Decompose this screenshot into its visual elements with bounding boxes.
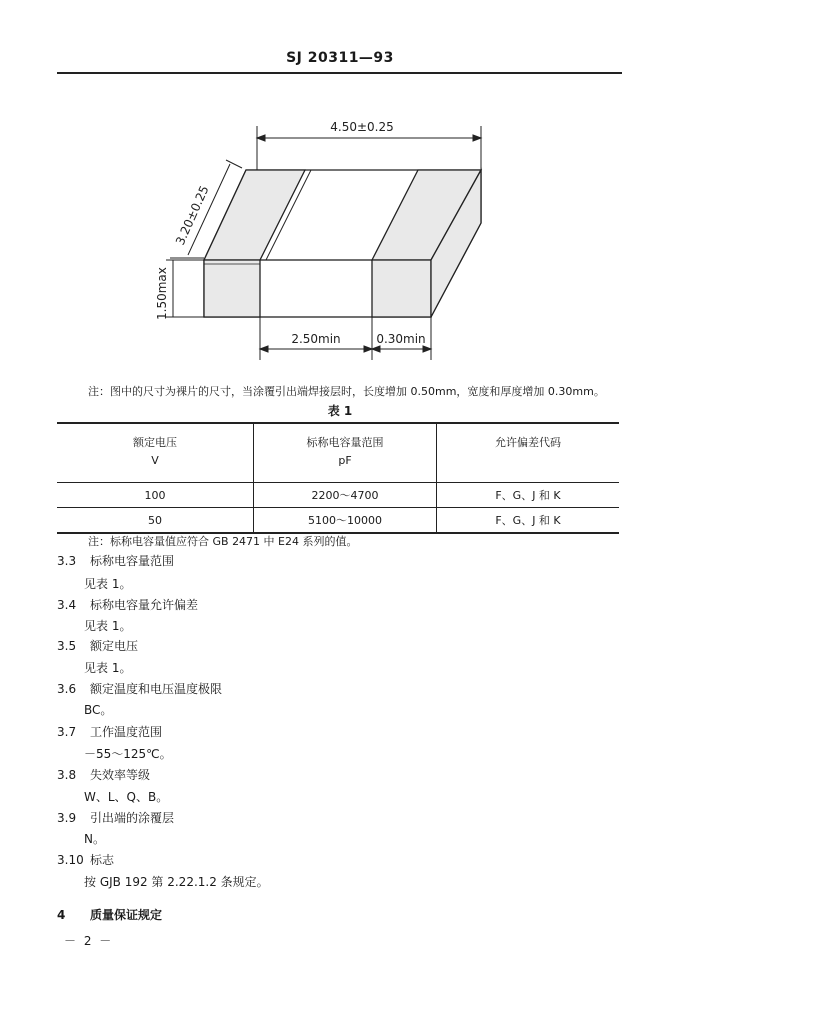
section-number: 3.5 (57, 639, 77, 653)
dim-gap-label: 2.50min (291, 332, 341, 346)
section-number: 3.9 (57, 811, 77, 825)
section-heading (57, 680, 222, 697)
section-body: 按 GJB 192 第 2.22.1.2 条规定。 (84, 875, 269, 889)
header-tolerance-title: 允许偏差代码 (495, 436, 561, 449)
standard-code: SJ 20311—93 (286, 50, 394, 66)
table-note: 注：标称电容量值应符合 GB 2471 中 E24 系列的值。 (88, 535, 358, 548)
section-number: 3.10 (57, 853, 84, 867)
header-cell-voltage (57, 423, 254, 483)
section-heading (57, 766, 150, 783)
section-number: 3.3 (57, 554, 77, 568)
chip-capacitor-drawing (0, 0, 815, 380)
section-number: 3.4 (57, 598, 77, 612)
chapter-heading (57, 906, 162, 923)
page-number: － 2 － (64, 934, 114, 948)
header-cell-capacitance (254, 423, 437, 483)
section-number: 3.6 (57, 682, 77, 696)
rating-table (57, 422, 619, 534)
table-cell: F、G、J 和 K (437, 483, 620, 508)
section-heading (57, 637, 138, 654)
header-capacitance-title: 标称电容量范围 (306, 436, 384, 449)
section-title: 标志 (90, 853, 115, 867)
table-caption: 表 1 (327, 404, 353, 418)
section-body: 见表 1。 (84, 577, 132, 591)
section-number: 3.8 (57, 768, 77, 782)
table-row (57, 508, 619, 534)
section-number: 3.7 (57, 725, 77, 739)
table-cell: 100 (57, 483, 254, 508)
section-body: 见表 1。 (84, 661, 132, 675)
section-body: BC。 (84, 703, 113, 717)
table-cell: 5100～10000 (254, 508, 437, 534)
section-title: 质量保证规定 (90, 908, 163, 922)
section-heading (57, 809, 174, 826)
section-heading (57, 552, 174, 569)
header-voltage-title: 额定电压 (133, 436, 177, 449)
section-title: 引出端的涂覆层 (90, 811, 175, 825)
height-dimension (166, 260, 204, 317)
terminations (204, 170, 481, 317)
header-voltage-unit: V (151, 454, 159, 467)
section-title: 标称电容量允许偏差 (90, 598, 199, 612)
header-cell-tolerance (437, 423, 620, 483)
section-title: 工作温度范围 (90, 725, 163, 739)
section-body: N。 (84, 832, 105, 846)
section-number: 4 (57, 908, 66, 922)
table-header-row (57, 423, 619, 483)
table-cell: F、G、J 和 K (437, 508, 620, 534)
section-body: W、L、Q、B。 (84, 790, 169, 804)
section-title: 失效率等级 (90, 768, 151, 782)
header-capacitance-unit: pF (338, 454, 352, 467)
dim-length-label: 4.50±0.25 (330, 120, 394, 134)
section-body: －55～125℃。 (84, 747, 172, 761)
section-heading (57, 596, 198, 613)
section-title: 额定温度和电压温度极限 (90, 682, 223, 696)
dim-width-label: 3.20±0.25 (172, 183, 212, 248)
table-row (57, 483, 619, 508)
figure-note: 注：图中的尺寸为裸片的尺寸，当涂覆引出端焊接层时，长度增加 0.50mm，宽度和厚度增加 0.30mm。 (88, 385, 605, 398)
section-title: 标称电容量范围 (90, 554, 175, 568)
table-cell: 2200～4700 (254, 483, 437, 508)
table-cell: 50 (57, 508, 254, 534)
dim-height-label: 1.50max (155, 267, 169, 320)
section-heading (57, 723, 162, 740)
section-title: 额定电压 (90, 639, 139, 653)
dim-termination-label: 0.30min (376, 332, 426, 346)
section-heading (57, 851, 114, 868)
section-body: 见表 1。 (84, 619, 132, 633)
